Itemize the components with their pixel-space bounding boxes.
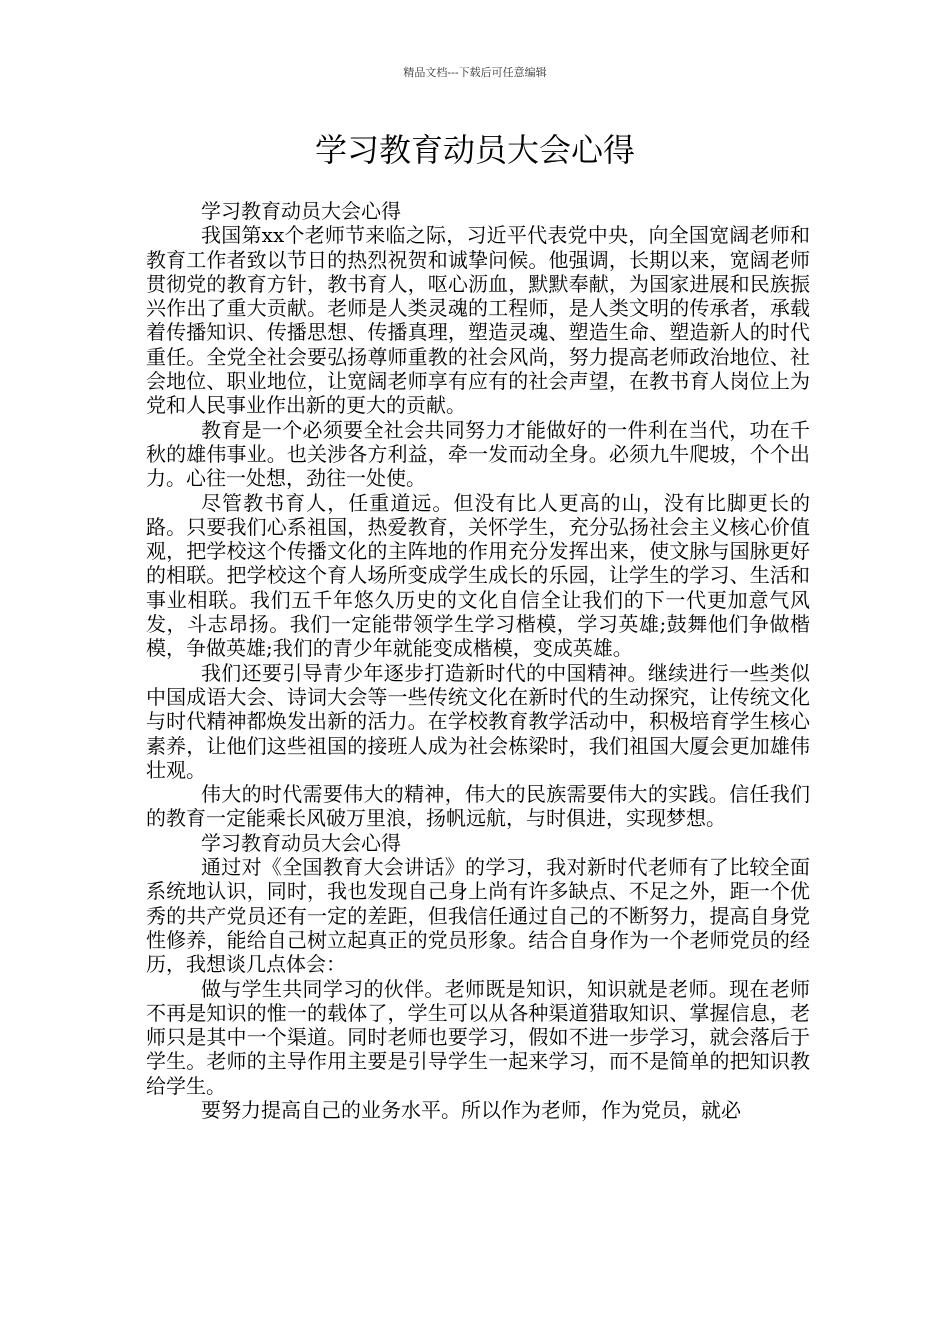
paragraph-subtitle: 学习教育动员大会心得 [201,830,401,855]
paragraph-subtitle: 学习教育动员大会心得 [201,199,401,223]
paragraph: 伟大的时代需要伟大的精神，伟大的民族需要伟大的实践。信任我们的教育一定能乘长风破万里浪，扬帆远航，与时俱进，实现梦想。 [146,782,810,831]
document-body [146,199,810,1122]
paragraph: 我国第xx个老师节来临之际，习近平代表党中央，向全国宽阔老师和教育工作者致以节日的热烈祝贺和诚挚问候。他强调，长期以来，宽阔老师贯彻党的教育方针，教书育人，呕心沥血，默默奉献，为国家进展和民族振兴作出了重大贡献。老师是人类灵魂的工程师，是人类文明的传承者，承载着传播知识、传播思想、传播真理，塑造灵魂、塑造生命、塑造新人的时代重任。全党全社会要弘扬尊师重教的社会风尚，努力提高老师政治地位、社会地位、职业地位，让宽阔老师享有应有的社会声望，在教书育人岗位上为党和人民事业作出新的更大的贡献。 [146,223,810,418]
paragraph: 我们还要引导青少年逐步打造新时代的中国精神。继续进行一些类似中国成语大会、诗词大会等一些传统文化在新时代的生动探究，让传统文化与时代精神都焕发出新的活力。在学校教育教学活动中，积极培育学生核心素养，让他们这些祖国的接班人成为社会栋梁时，我们祖国大厦会更加雄伟壮观。 [146,660,810,782]
paragraph: 做与学生共同学习的伙伴。老师既是知识，知识就是老师。现在老师不再是知识的惟一的载体了，学生可以从各种渠道猎取知识、掌握信息，老师只是其中一个渠道。同时老师也要学习，假如不进一步学习，就会落后于学生。老师的主导作用主要是引导学生一起来学习，而不是简单的把知识教给学生。 [146,976,810,1098]
header-note: 精品文档---下载后可任意编辑 [403,66,547,79]
paragraph: 尽管教书育人，任重道远。但没有比人更高的山，没有比脚更长的路。只要我们心系祖国，热爱教育，关怀学生，充分弘扬社会主义核心价值观，把学校这个传播文化的主阵地的作用充分发挥出来，使文脉与国脉更好的相联。把学校这个育人场所变成学生成长的乐园，让学生的学习、生活和事业相联。我们五千年悠久历史的文化自信全让我们的下一代更加意气风发，斗志昂扬。我们一定能带领学生学习楷模，学习英雄;鼓舞他们争做楷模，争做英雄;我们的青少年就能变成楷模，变成英雄。 [146,490,810,661]
paragraph: 教育是一个必须要全社会共同努力才能做好的一件利在当代，功在千秋的雄伟事业。也关涉各方利益，牵一发而动全身。必须九牛爬坡，个个出力。心往一处想，劲往一处使。 [146,417,810,491]
paragraph: 要努力提高自己的业务水平。所以作为老师，作为党员，就必 [201,1097,741,1122]
document-title: 学习教育动员大会心得 [314,131,635,169]
paragraph: 通过对《全国教育大会讲话》的学习，我对新时代老师有了比较全面系统地认识，同时，我也发现自己身上尚有许多缺点、不足之外，距一个优秀的共产党员还有一定的差距，但我信任通过自己的不断努力，提高自身党性修养，能给自己树立起真正的党员形象。结合自身作为一个老师党员的经历，我想谈几点体会： [146,855,810,977]
